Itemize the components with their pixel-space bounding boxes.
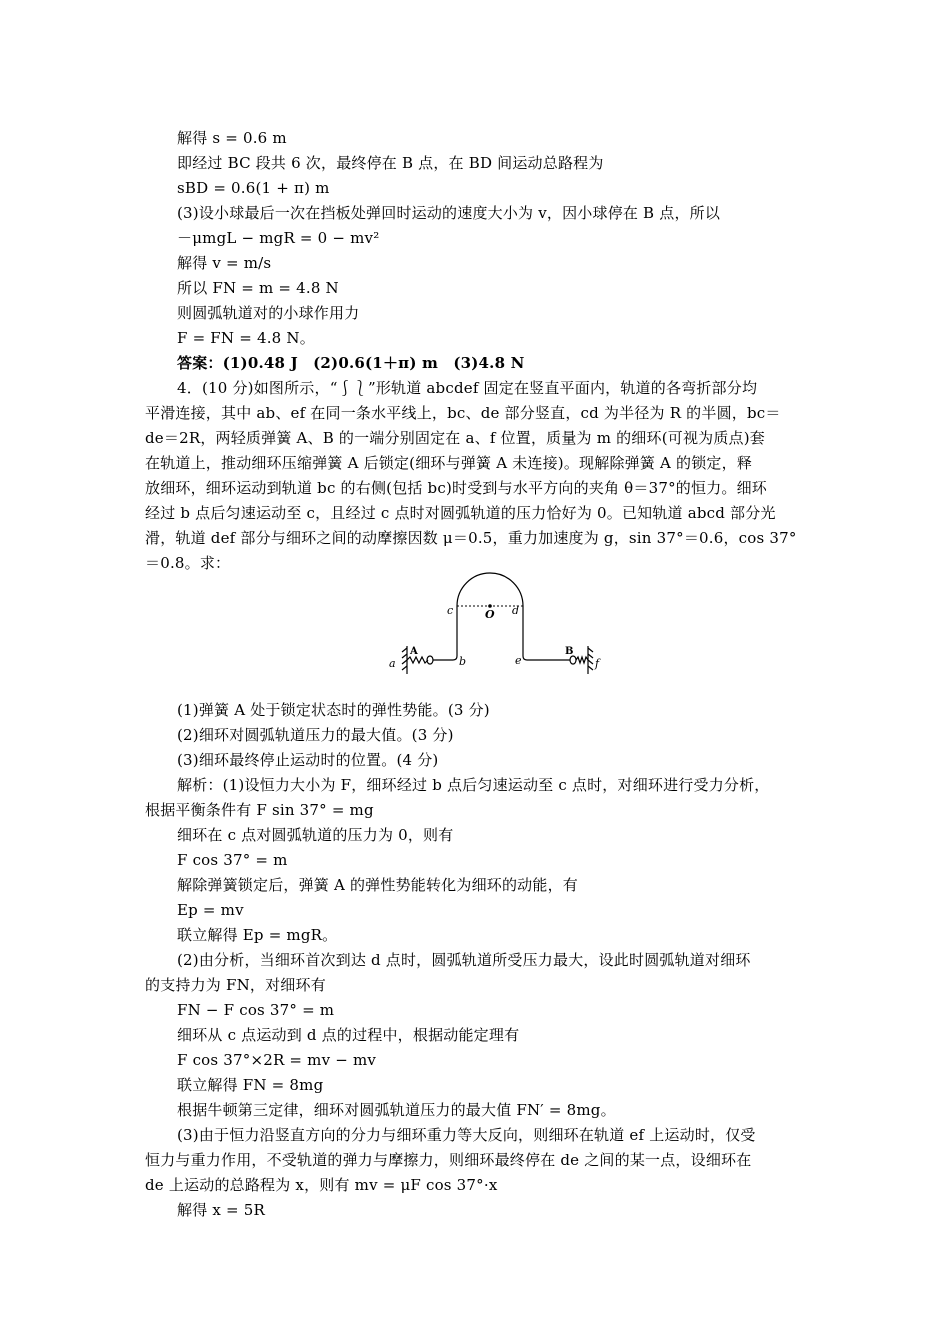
solution-line: FN − F cos 37° = m bbox=[177, 1001, 335, 1019]
solution-line: (2)由分析，当细环首次到达 d 点时，圆弧轨道所受压力最大，设此时圆弧轨道对细环 bbox=[177, 951, 751, 969]
label-d: d bbox=[512, 604, 520, 617]
text-line: 解得 v = m/s bbox=[177, 254, 272, 272]
question-line: 平滑连接，其中 ab、ef 在同一条水平线上，bc、de 部分竖直，cd 为半径为 R 的半圆，bc＝ bbox=[145, 404, 781, 422]
solution-line: (3)由于恒力沿竖直方向的分力与细环重力等大反向，则细环在轨道 ef 上运动时，仅受 bbox=[177, 1126, 756, 1144]
solution-line: 根据牛顿第三定律，细环对圆弧轨道压力的最大值 FN′ = 8mg。 bbox=[177, 1101, 616, 1119]
label-e: e bbox=[515, 654, 522, 667]
question-line: ＝0.8。求： bbox=[145, 554, 231, 572]
text-line: (3)设小球最后一次在挡板处弹回时运动的速度大小为 v，因小球停在 B 点，所以 bbox=[177, 204, 721, 222]
solution-line: 恒力与重力作用，不受轨道的弹力与摩擦力，则细环最终停在 de 之间的某一点，设细环在 bbox=[145, 1151, 752, 1169]
text-line: 所以 FN = m = 4.8 N bbox=[177, 279, 339, 297]
text-line: F = FN = 4.8 N。 bbox=[177, 329, 315, 347]
solution-line: 的支持力为 FN，对细环有 bbox=[145, 976, 326, 994]
label-a: a bbox=[389, 657, 396, 670]
label-b: b bbox=[459, 655, 467, 668]
question-part: (3)细环最终停止运动时的位置。(4 分) bbox=[177, 751, 439, 769]
label-spring-A: A bbox=[410, 646, 418, 657]
text-line: 解得 s = 0.6 m bbox=[177, 129, 287, 147]
label-spring-B: B bbox=[565, 646, 574, 657]
label-O: O bbox=[485, 608, 495, 621]
solution-line: 解析：(1)设恒力大小为 F，细环经过 b 点后匀速运动至 c 点时，对细环进行受力分析， bbox=[177, 776, 770, 794]
text-line: 即经过 BC 段共 6 次，最终停在 B 点，在 BD 间运动总路程为 bbox=[177, 154, 604, 172]
text-line: 则圆弧轨道对的小球作用力 bbox=[177, 304, 360, 322]
solution-line: F cos 37°×2R = mv − mv bbox=[177, 1051, 377, 1069]
solution-line: 细环从 c 点运动到 d 点的过程中，根据动能定理有 bbox=[177, 1026, 520, 1044]
solution-line: Ep = mv bbox=[177, 901, 244, 919]
answer-line: 答案：(1)0.48 J (2)0.6(1＋π) m (3)4.8 N bbox=[177, 354, 525, 372]
solution-line: 解得 x = 5R bbox=[177, 1201, 265, 1219]
solution-line: 联立解得 FN = 8mg bbox=[177, 1076, 324, 1094]
question-line: 4．(10 分)如图所示，“⎰⎱”形轨道 abcdef 固定在竖直平面内，轨道的各弯折部分均 bbox=[177, 379, 758, 397]
text-line: sBD = 0.6(1 + π) m bbox=[177, 179, 330, 197]
solution-line: de 上运动的总路程为 x，则有 mv = μF cos 37°·x bbox=[145, 1176, 498, 1194]
solution-line: 根据平衡条件有 F sin 37° = mg bbox=[145, 801, 374, 819]
question-line: de＝2R，两轻质弹簧 A、B 的一端分别固定在 a、f 位置，质量为 m 的细环(可视为质点)套 bbox=[145, 429, 766, 447]
solution-line: F cos 37° = m bbox=[177, 851, 288, 869]
solution-line: 联立解得 Ep = mgR。 bbox=[177, 926, 338, 944]
solution-line: 细环在 c 点对圆弧轨道的压力为 0，则有 bbox=[177, 826, 454, 844]
question-line: 在轨道上，推动细环压缩弹簧 A 后锁定(细环与弹簧 A 未连接)。现解除弹簧 A 的锁定，释 bbox=[145, 454, 753, 472]
track-figure bbox=[385, 568, 615, 678]
question-part: (1)弹簧 A 处于锁定状态时的弹性势能。(3 分) bbox=[177, 701, 490, 719]
label-c: c bbox=[447, 604, 454, 617]
question-line: 滑，轨道 def 部分与细环之间的动摩擦因数 μ＝0.5，重力加速度为 g，sin 37°＝0.6，cos 37° bbox=[145, 529, 797, 547]
solution-line: 解除弹簧锁定后，弹簧 A 的弹性势能转化为细环的动能，有 bbox=[177, 876, 578, 894]
question-line: 经过 b 点后匀速运动至 c，且经过 c 点时对圆弧轨道的压力恰好为 0。已知轨道 abcd 部分光 bbox=[145, 504, 776, 522]
label-f: f bbox=[595, 657, 600, 670]
text-line: －μmgL − mgR = 0 − mv² bbox=[177, 229, 380, 247]
question-line: 放细环，细环运动到轨道 bc 的右侧(包括 bc)时受到与水平方向的夹角 θ＝37°的恒力。细环 bbox=[145, 479, 768, 497]
question-part: (2)细环对圆弧轨道压力的最大值。(3 分) bbox=[177, 726, 454, 744]
